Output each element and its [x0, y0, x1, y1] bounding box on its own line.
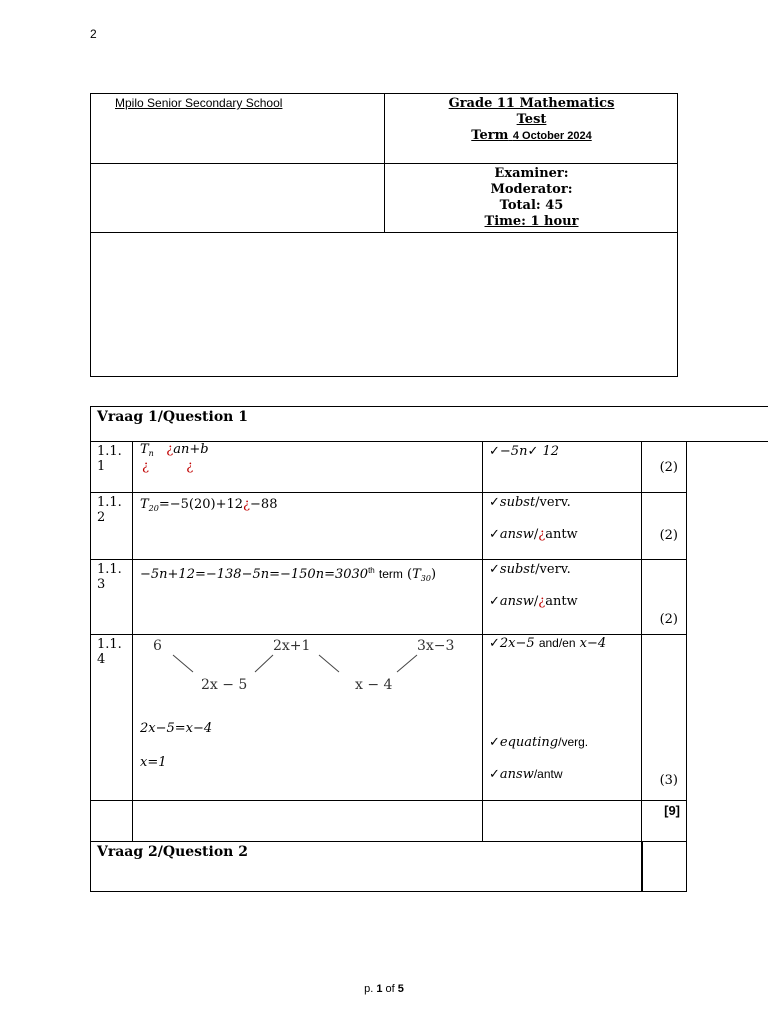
question1-header-cell [90, 406, 768, 442]
row-112-memo-cell [482, 492, 642, 560]
row-111-memo: ✓−5n✓ 12 [489, 444, 560, 459]
row-111-num-cell [90, 441, 133, 493]
header-divider-2 [91, 232, 677, 233]
total-row-mark-cell [641, 800, 687, 842]
row-114-equation: 2x−5=x−4 [140, 721, 213, 736]
row-114-num: 1.1. 4 [97, 637, 122, 667]
row-113-num: 1.1. 3 [97, 562, 122, 592]
row-113-mark-cell [641, 559, 687, 635]
diagram-line-1 [173, 655, 193, 672]
page-footer: p. 1 of 5 [364, 983, 404, 995]
moderator-label: Moderator: [490, 182, 573, 197]
paper-title: Test [516, 112, 547, 127]
diagram-line-3 [319, 655, 339, 672]
header-table [90, 93, 678, 377]
row-113-num-cell [90, 559, 133, 635]
row-112-num-cell [90, 492, 133, 560]
row-114-working-cell [132, 634, 483, 801]
row-111-working-cell [132, 441, 483, 493]
sequence-difference-diagram [143, 635, 473, 697]
question1-total: [9] [664, 803, 680, 818]
seq-term-3: 3x−3 [417, 638, 455, 654]
diagram-line-2 [255, 655, 273, 672]
school-name: Mpilo Senior Secondary School [115, 96, 283, 110]
time-label: Time: 1 hour [484, 214, 579, 229]
question2-header-cell [90, 841, 643, 892]
row-114-memo-diffs: ✓2x−5 and/en x−4 [489, 636, 607, 651]
question1-title: Vraag 1/Question 1 [97, 409, 248, 425]
row-112-working-cell [132, 492, 483, 560]
row-112-memo-answ: ✓answ/¿antw [489, 527, 578, 542]
subject-title: Grade 11 Mathematics [448, 96, 615, 111]
row-111-mark-cell [641, 441, 687, 493]
term-line: Term 4 October 2024 [471, 128, 592, 143]
question2-title: Vraag 2/Question 2 [97, 844, 248, 860]
question2-mark-cell [641, 841, 687, 892]
row-113-working-cell [132, 559, 483, 635]
seq-term-1: 6 [153, 638, 162, 654]
row-113-memo-cell [482, 559, 642, 635]
row-114-memo-answ: ✓answ/antw [489, 767, 563, 782]
row-112-working: $T_{20}=-5(20)+12¿-88$ [140, 497, 278, 513]
row-114-mark-cell [641, 634, 687, 801]
row-114-memo-cell [482, 634, 642, 801]
row-113-mark: (2) [659, 612, 678, 627]
total-label: Total: 45 [499, 198, 564, 213]
header-title-block [385, 96, 678, 144]
row-111-num: 1.1. 1 [97, 444, 122, 474]
row-111-mark: (2) [659, 460, 678, 475]
seq-diff-2: x − 4 [355, 677, 393, 693]
row-114-mark: (3) [659, 773, 678, 788]
row-114-num-cell [90, 634, 133, 801]
total-row-num-cell [90, 800, 133, 842]
row-112-mark-cell [641, 492, 687, 560]
page-number: 2 [90, 27, 97, 41]
row-111-memo-cell [482, 441, 642, 493]
row-113-memo-subst: ✓subst/verv. [489, 562, 571, 577]
examiner-label: Examiner: [494, 166, 569, 181]
row-114-solution: x=1 [140, 755, 167, 770]
row-112-memo-subst: ✓subst/verv. [489, 495, 571, 510]
row-112-num: 1.1. 2 [97, 495, 122, 525]
row-111-glyphs: ¿ ¿ [142, 459, 194, 474]
exam-info-block [385, 166, 678, 230]
row-111-formula: $T_n$ ¿an+b [140, 442, 209, 458]
row-113-working: −5n+12=−138−5n=−150n=3030th term $(T_{30})$ [140, 566, 437, 583]
total-row-memo-cell [482, 800, 642, 842]
row-113-memo-answ: ✓answ/¿antw [489, 594, 578, 609]
total-row-working-cell [132, 800, 483, 842]
seq-diff-1: 2x − 5 [201, 677, 248, 693]
diagram-line-4 [397, 655, 417, 672]
seq-term-2: 2x+1 [273, 638, 311, 654]
row-114-memo-equating: ✓equating/verg. [489, 735, 589, 750]
header-divider-1 [91, 163, 677, 164]
row-112-mark: (2) [659, 528, 678, 543]
